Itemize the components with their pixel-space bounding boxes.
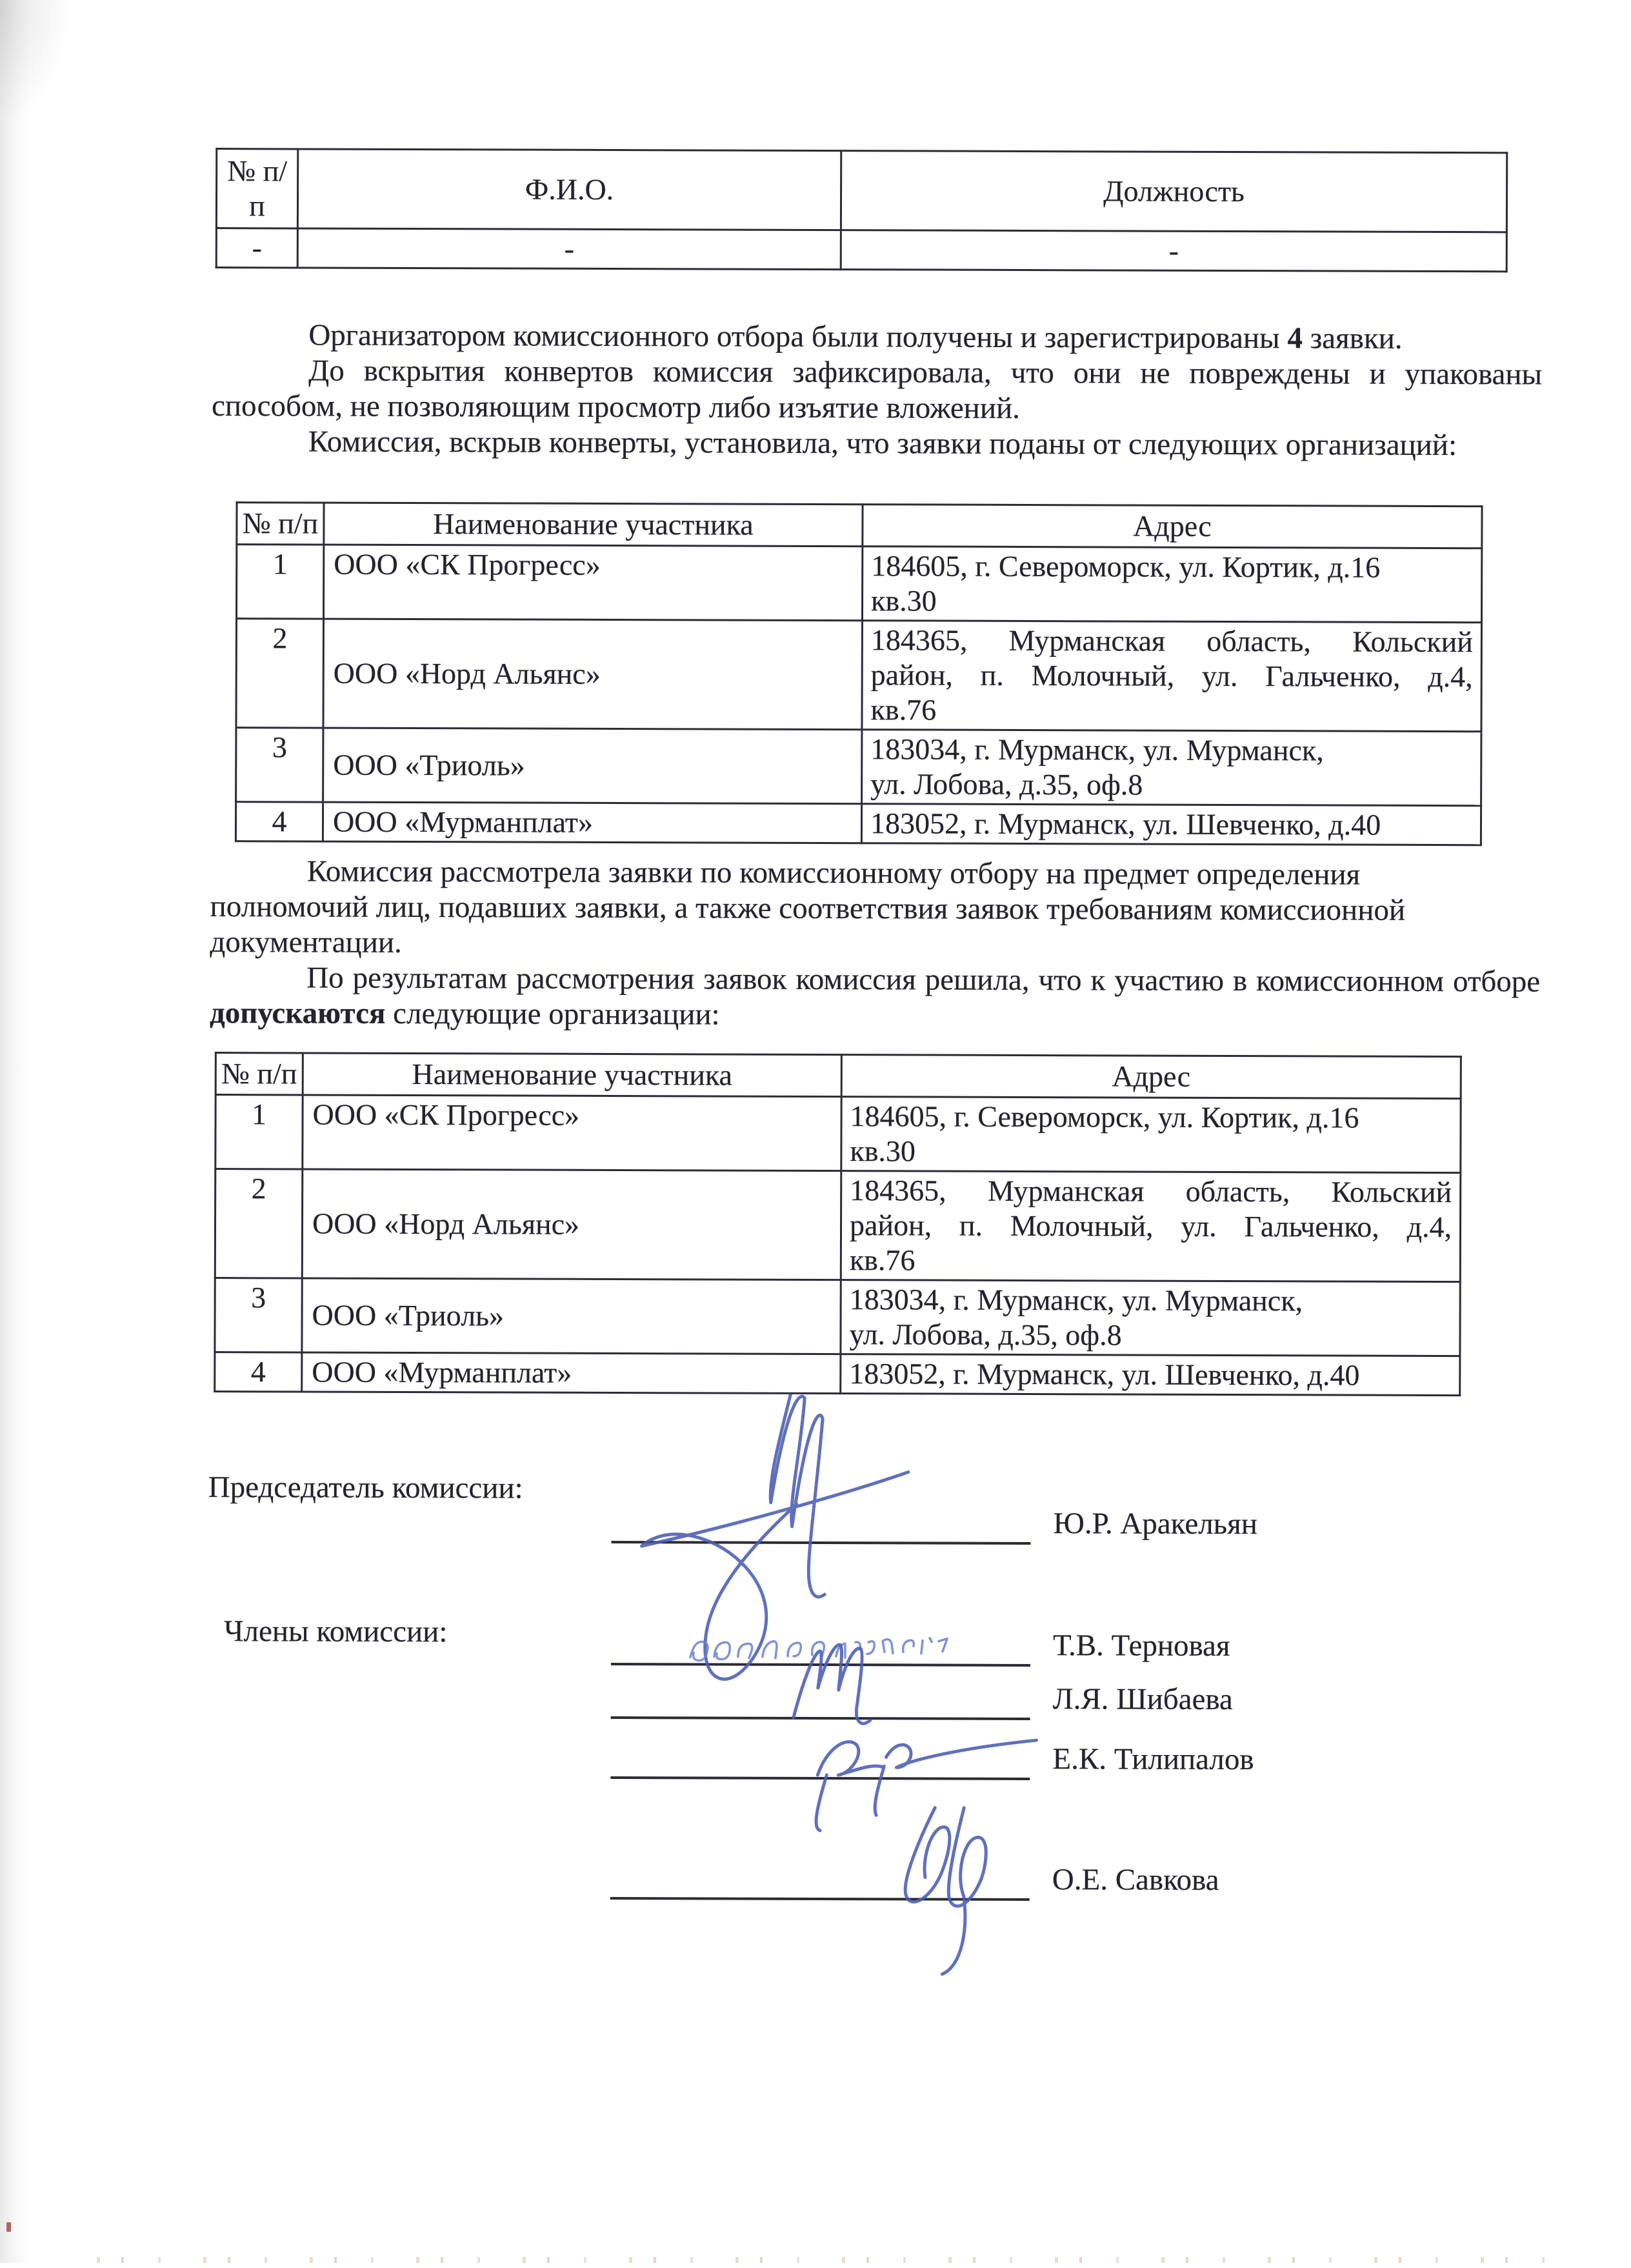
signature-member-2-ink [794, 1645, 870, 1723]
table-row [215, 1169, 1461, 1282]
participant-name: ООО «Триоль» [302, 1278, 841, 1354]
officials-empty-row [216, 228, 1506, 272]
applications-count: 4 [1287, 321, 1303, 355]
participant-address [841, 1280, 1460, 1356]
address-line: 183052, г. Мурманск, ул. Шевченко, д.40 [870, 806, 1472, 843]
participant-name: ООО «Норд Альянс» [323, 619, 863, 730]
signature-chairman-ink [641, 1392, 908, 1680]
officials-empty-num: - [216, 228, 297, 268]
paragraph-envelopes-opened: Комиссия, вскрыв конверты, установила, что заявки поданы от следующих организаций: [212, 424, 1542, 463]
address-line: 183034, г. Мурманск, ул. Мурманск, [850, 1282, 1452, 1319]
paragraph-applications-received [212, 317, 1542, 357]
member-name-3: Е.К. Тилипалов [1052, 1741, 1254, 1778]
table-row [236, 545, 1481, 623]
members-label: Члены комиссии: [224, 1614, 448, 1650]
signature-line-chairman [611, 1541, 1030, 1545]
row-number: 3 [215, 1278, 302, 1352]
paragraph-text: По результатам рассмотрения заявок комиссия решила, что к участию в комиссионном отборе [306, 961, 1540, 999]
member-name-4: О.Е. Савкова [1052, 1862, 1219, 1898]
table-row [235, 802, 1481, 845]
participant-address [862, 730, 1481, 806]
officials-empty-fio: - [297, 228, 841, 270]
address-line: 184365, Мурманская область, Кольский [850, 1173, 1452, 1210]
participant-address [862, 621, 1482, 732]
participant-name: ООО «СК Прогресс» [303, 1095, 841, 1171]
address-line: 183034, г. Мурманск, ул. Мурманск, [870, 732, 1472, 768]
officials-col-fio: Ф.И.О. [297, 149, 841, 230]
row-number: 1 [236, 545, 323, 619]
participants-col-address: Адрес [863, 505, 1482, 548]
address-line: 184605, г. Североморск, ул. Кортик, д.16 [871, 548, 1473, 585]
participants-col-name: Наименование участника [324, 503, 863, 547]
signature-line-member-3 [610, 1776, 1030, 1780]
address-line: кв.30 [850, 1134, 1452, 1170]
signatures-overlay [206, 1392, 1596, 2171]
address-line: ул. Лобова, д.35, оф.8 [870, 767, 1472, 803]
admitted-col-num: № п/п [215, 1053, 303, 1095]
paragraph-text: заявки. [1303, 321, 1403, 355]
row-number: 3 [236, 728, 323, 802]
officials-col-num: № п/п [216, 149, 297, 228]
decision-paragraphs [210, 854, 1541, 1035]
participant-address [841, 1097, 1461, 1173]
paragraph-text: Организатором комиссионного отбора были получены и зарегистрированы [308, 319, 1287, 356]
signature-member-3-ink [816, 1740, 1037, 1831]
address-line: кв.30 [871, 583, 1473, 620]
address-line: 184365, Мурманская область, Кольский [871, 623, 1473, 659]
address-line: ул. Лобова, д.35, оф.8 [849, 1317, 1451, 1354]
member-name-1: Т.В. Терновая [1053, 1628, 1230, 1664]
participant-address [841, 1171, 1461, 1282]
table-row [236, 728, 1481, 806]
address-line: 183052, г. Мурманск, ул. Шевченко, д.40 [849, 1356, 1451, 1393]
row-number: 2 [215, 1169, 303, 1278]
paragraph-envelopes-sealed: До вскрытия конвертов комиссия зафиксировала, что они не повреждены и упакованы способом, не позволяющим просмотр либо изъятие вложений. [212, 353, 1542, 428]
table-row [215, 1278, 1460, 1356]
participant-name: ООО «Триоль» [323, 728, 862, 804]
row-number: 4 [235, 802, 323, 841]
signature-member-1-ink [690, 1637, 947, 1661]
participants-col-num: № п/п [237, 503, 324, 545]
admitted-word: допускаются [210, 996, 386, 1030]
participants-header-row [237, 503, 1482, 548]
row-number: 2 [236, 619, 324, 728]
chairman-name: Ю.Р. Аракельян [1054, 1506, 1257, 1542]
admitted-table [214, 1052, 1462, 1396]
officials-header-row [216, 149, 1506, 232]
officials-col-position: Должность [841, 151, 1506, 232]
participant-address [841, 1354, 1460, 1396]
table-row [236, 619, 1482, 732]
row-number: 1 [215, 1095, 303, 1169]
table-row [215, 1095, 1461, 1173]
admitted-col-address: Адрес [841, 1055, 1461, 1099]
participant-name: ООО «Норд Альянс» [302, 1169, 841, 1280]
participant-address [862, 547, 1481, 623]
paragraph-text: следующие организации: [385, 997, 719, 1032]
member-name-2: Л.Я. Шибаева [1053, 1681, 1233, 1718]
address-line: район, п. Молочный, ул. Гальченко, д.4, [871, 657, 1473, 694]
officials-table [215, 148, 1508, 272]
table-row [215, 1352, 1460, 1396]
admitted-col-name: Наименование участника [303, 1053, 841, 1097]
participant-address [861, 804, 1481, 845]
signature-line-member-1 [611, 1663, 1030, 1667]
address-line: район, п. Молочный, ул. Гальченко, д.4, [850, 1208, 1452, 1245]
participant-name: ООО «СК Прогресс» [323, 545, 862, 621]
officials-empty-position: - [841, 230, 1506, 272]
intro-paragraphs [212, 317, 1543, 463]
signature-member-4-ink [905, 1807, 986, 1974]
participant-name: ООО «Мурманплат» [302, 1352, 841, 1394]
address-line: кв.76 [870, 692, 1472, 729]
admitted-header-row [215, 1053, 1461, 1099]
row-number: 4 [215, 1352, 302, 1392]
paragraph-review: Комиссия рассмотрела заявки по комиссионному отбору на предмет определения полномочий лиц, подавших заявки, а также соответствия заявок требованиям комиссионной документации. [210, 854, 1541, 964]
chairman-label: Председатель комиссии: [208, 1470, 523, 1507]
signature-block [206, 1392, 1596, 2171]
signature-line-member-2 [611, 1716, 1030, 1720]
address-line: кв.76 [850, 1243, 1452, 1280]
address-line: 184605, г. Североморск, ул. Кортик, д.16 [850, 1099, 1452, 1136]
participants-table [235, 501, 1483, 846]
paragraph-admitted [210, 960, 1540, 1035]
participant-name: ООО «Мурманплат» [323, 802, 861, 843]
signature-line-member-4 [610, 1897, 1030, 1901]
